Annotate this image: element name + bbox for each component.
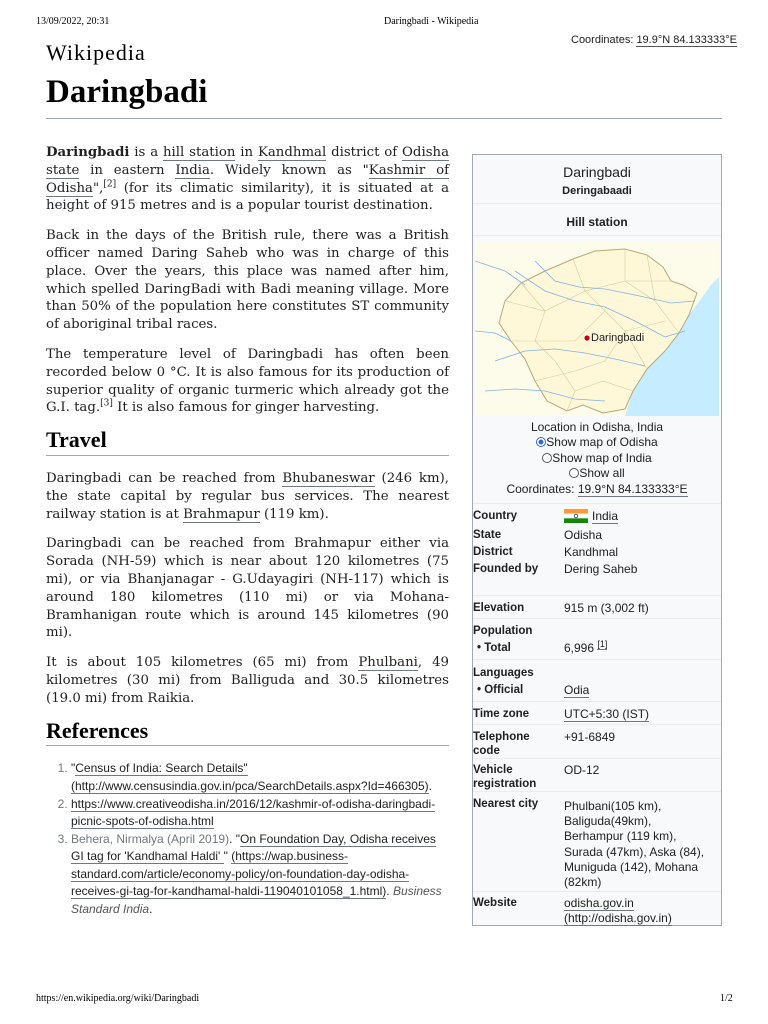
text-run: Daringbadi can be reached from	[46, 470, 283, 486]
citation-3[interactable]: [3]	[100, 398, 113, 409]
infobox-coordinates: Coordinates: 19.9°N 84.133333°E	[506, 481, 688, 496]
text-run: (119 km).	[259, 506, 329, 522]
intro-paragraph-2: Back in the days of the British rule, there was a British officer named Daring Saheb who was in charge of this place. Over the years, this place was named after him, which spelled DaringBadi with Badi meaning village. More than 50% of the population here constitutes ST community of aboriginal tribal races.	[46, 228, 449, 333]
references-divider	[46, 745, 449, 746]
wikipedia-logo[interactable]: Wikipedia	[46, 40, 146, 65]
infobox-native-name: Deringabaadi	[562, 185, 632, 197]
text-run: . Widely known as "	[209, 162, 369, 178]
inline-link[interactable]: Census of India: Search Details	[75, 761, 244, 776]
row-divider	[473, 595, 721, 596]
infobox-title: Daringbadi	[563, 164, 631, 180]
map-radio-odisha[interactable]: Show map of Odisha	[473, 435, 721, 450]
row-divider	[473, 724, 721, 725]
country-link[interactable]: India	[592, 509, 619, 523]
print-url: https://en.wikipedia.org/wiki/Daringbadi	[36, 993, 200, 1004]
infobox-divider	[473, 203, 721, 204]
radio-icon[interactable]	[542, 453, 552, 463]
page-title: Daringbadi	[46, 74, 208, 110]
inline-link[interactable]: " (http://www.censusindia.gov.in/pca/SearchDetails.aspx?Id=466305)	[71, 761, 429, 793]
travel-paragraph-2: Daringbadi can be reached from Brahmapur either via Sorada (NH-59) which is near about 120 kilometres (75 mi), or via Bhanjanagar - G.Udayagiri (NH-117) which is around 180 kilometres (110 mi) or via Mohana-Bramhanigan route which is around 145 kilometres (90 mi).	[46, 536, 449, 641]
map-caption: Location in Odisha, India	[530, 420, 664, 434]
travel-heading: Travel	[46, 427, 107, 453]
text-run: .	[386, 884, 393, 899]
text-run: It is about 105 kilometres (65 mi) from	[46, 655, 359, 671]
title-divider	[46, 118, 722, 119]
intro-paragraph-3: The temperature level of Daringbadi has often been recorded below 0 °C. It is also famous for its production of superior quality of organic turmeric which already got the G.I. tag.[3] It is also famous for ginger harvesting.	[46, 346, 449, 416]
language-link[interactable]: Odia	[564, 683, 590, 697]
row-divider	[473, 791, 721, 792]
text-run: in eastern	[79, 162, 176, 178]
references-heading: References	[46, 717, 149, 743]
citation-1[interactable]: [1]	[597, 639, 608, 649]
text-run: is a	[129, 145, 163, 160]
text-run: .	[149, 902, 153, 917]
row-divider	[473, 659, 721, 660]
inline-link[interactable]: Kashmir of Odisha	[46, 162, 450, 196]
map-radio-all[interactable]: Show all	[473, 466, 721, 481]
reference-item	[71, 831, 449, 919]
inline-link[interactable]: Bhubaneswar	[282, 470, 375, 486]
india-flag-icon	[564, 509, 588, 523]
coordinates-link[interactable]: 19.9°N 84.133333°E	[636, 34, 737, 46]
travel-paragraph-3	[46, 654, 449, 707]
citation-author: Behera, Nirmalya (April 2019)	[71, 831, 230, 846]
text-run: , 49 kilometres (30 mi) from Balliguda and 30.5 kilometres (19.0 mi) from Raikia.	[46, 655, 449, 706]
text-run: (for its climatic similarity), it is situated at a height of 915 metres and is a popular tourist destination.	[46, 180, 449, 214]
infobox-coordinates-link[interactable]: 19.9°N 84.133333°E	[577, 481, 688, 496]
infobox-divider	[473, 235, 721, 236]
text-run: ",	[92, 180, 104, 196]
odisha-map	[475, 241, 719, 416]
travel-paragraph-1	[46, 470, 449, 523]
print-page-number: 1/2	[720, 993, 733, 1004]
inline-link[interactable]: Odisha state	[46, 145, 450, 178]
inline-link[interactable]: hill station	[162, 145, 236, 160]
row-divider	[473, 503, 721, 504]
text-run: .	[428, 778, 432, 793]
travel-divider	[46, 455, 449, 456]
inline-link[interactable]: India	[175, 162, 210, 178]
reference-item	[71, 760, 449, 795]
row-divider	[473, 758, 721, 759]
reference-item	[71, 796, 449, 831]
citation[interactable]: [2]	[103, 179, 117, 190]
text-run: district of	[326, 145, 403, 160]
website-link[interactable]: odisha.gov.in (http://odisha.gov.in)	[564, 896, 672, 926]
publication-name: Business Standard India	[71, 884, 442, 917]
inline-link[interactable]: Phulbani	[358, 655, 418, 671]
row-divider	[473, 618, 721, 619]
location-marker	[584, 335, 590, 341]
print-page-title: Daringbadi - Wikipedia	[384, 16, 479, 27]
coordinates-top: Coordinates: 19.9°N 84.133333°E	[571, 34, 737, 46]
text-run: . "	[229, 831, 240, 846]
article-body	[46, 144, 449, 919]
intro-paragraph-1	[46, 144, 449, 215]
radio-selected-icon[interactable]	[536, 437, 546, 447]
bold-term: Daringbadi	[46, 145, 130, 160]
text-run: in	[235, 145, 258, 160]
text-run: "	[71, 761, 76, 776]
inline-link[interactable]: On Foundation Day, Odisha receives GI tag for 'Kandhamal Haldi'	[71, 831, 436, 864]
infobox: Daringbadi Deringabaadi Hill station Daringbadi Location in Odisha, India Show map of Odisha Show map of India Show all Coordinates: 19.9°N 84.133333°E Country India State Odisha District Kandhmal Founded by Dering Saheb Elevation 915 m (3,002 ft) Population • Total 6,996 [1] Languages • Official Odia Time zone UTC+5:30 (IST) Telephone code +91-6849 Vehicle registration OD-12 Nearest city Phulbani(105 km), Baliguda(49km), Berhampur (119 km), Surada (47km), Aska (84), Muniguda (142), Mohana (82km) Website odisha.gov.in (http://odisha.gov.in)	[472, 154, 722, 926]
map-marker-label: Daringbadi	[591, 332, 645, 344]
infobox-settlement-type: Hill station	[566, 215, 628, 229]
timezone-link[interactable]: UTC+5:30 (IST)	[564, 707, 650, 721]
text-run: "	[223, 849, 232, 864]
row-divider	[473, 701, 721, 702]
inline-link[interactable]: https://www.creativeodisha.in/2016/12/kashmir-of-odisha-daringbadi-picnic-spots-of-odisha.html	[71, 796, 436, 829]
radio-icon[interactable]	[569, 468, 579, 478]
inline-link[interactable]: Kandhmal	[257, 145, 327, 160]
text-run: (246 km), the state capital by regular bus services. The nearest railway station is at	[46, 470, 449, 522]
map-radio-india[interactable]: Show map of India	[473, 451, 721, 466]
location-map[interactable]	[475, 241, 719, 416]
inline-link[interactable]: Brahmapur	[183, 506, 260, 522]
row-divider	[473, 891, 721, 892]
inline-link[interactable]: (https://wap.business-standard.com/article/economy-policy/on-foundation-day-odisha-receives-gi-tag-for-kandhamal-haldi-119040101058_1.html)	[71, 849, 410, 899]
print-datetime: 13/09/2022, 20:31	[36, 16, 110, 27]
references-list	[46, 760, 449, 918]
